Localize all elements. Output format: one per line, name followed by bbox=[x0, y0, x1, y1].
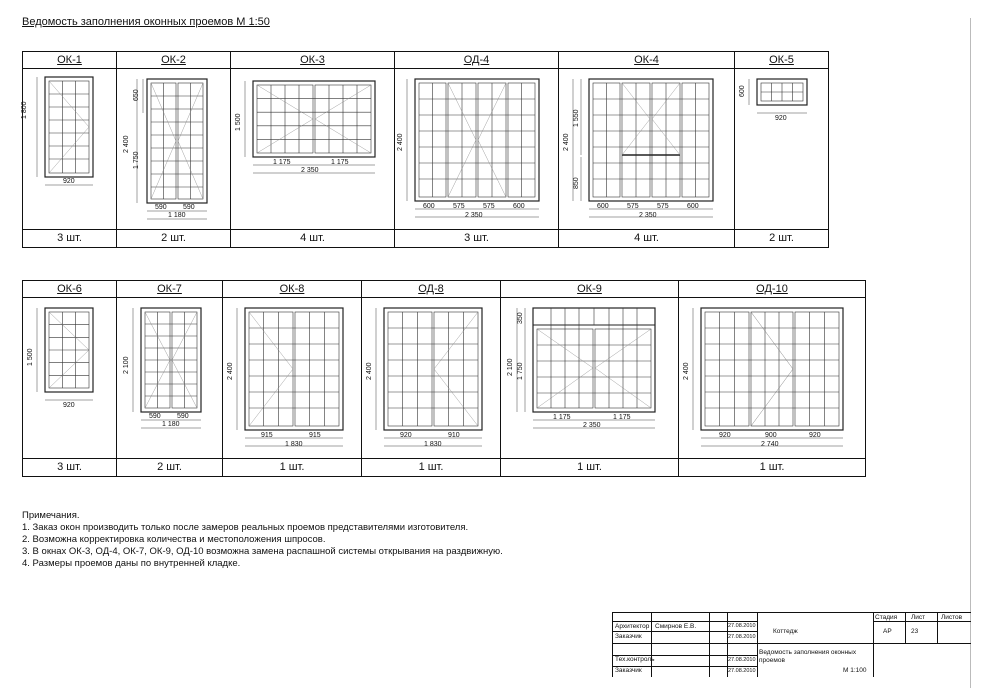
quantity: 1 шт. bbox=[501, 458, 678, 475]
stamp-role-client-2: Заказчик bbox=[615, 667, 642, 674]
dim-width-left: 590 bbox=[155, 204, 167, 211]
cell-ok-4 bbox=[559, 52, 735, 247]
stamp-name-architect: Смирнов Е.В. bbox=[655, 623, 697, 630]
window-label: ОК-2 bbox=[161, 54, 186, 66]
window-svg bbox=[362, 298, 501, 458]
dim-height: 1 800 bbox=[21, 101, 28, 119]
dim-width-3: 920 bbox=[809, 432, 821, 439]
stamp-role-architect: Архитектор bbox=[615, 623, 650, 630]
dim-width: 1 180 bbox=[168, 212, 186, 219]
notes bbox=[22, 510, 503, 570]
cell-header bbox=[231, 52, 394, 69]
cell-header bbox=[501, 281, 678, 298]
cell-header bbox=[679, 281, 865, 298]
stamp-sheet-title: Ведомость заполнения оконных проемов bbox=[759, 649, 857, 664]
dim-width-left: 1 175 bbox=[553, 414, 571, 421]
window-label: ОД-10 bbox=[756, 283, 788, 295]
dim-width-right: 590 bbox=[183, 204, 195, 211]
cell-od-8 bbox=[362, 281, 501, 476]
dim-height: 2 400 bbox=[123, 135, 130, 153]
dim-width-3: 575 bbox=[483, 203, 495, 210]
dim-width: 2 350 bbox=[583, 422, 601, 429]
dim-width: 1 830 bbox=[285, 441, 303, 448]
dim-width-left: 920 bbox=[400, 432, 412, 439]
window-svg bbox=[395, 69, 559, 229]
stamp-date-3: 27.08.2010 bbox=[728, 657, 756, 663]
window-label: ОК-8 bbox=[279, 283, 305, 295]
cell-od-4 bbox=[395, 52, 559, 247]
window-label: ОК-6 bbox=[57, 283, 82, 295]
dim-width-2: 900 bbox=[765, 432, 777, 439]
dim-width-right: 590 bbox=[177, 413, 189, 420]
dim-width-4: 600 bbox=[513, 203, 525, 210]
quantity: 1 шт. bbox=[679, 458, 865, 475]
window-svg bbox=[117, 298, 223, 458]
dim-width-left: 1 175 bbox=[273, 159, 291, 166]
quantity: 2 шт. bbox=[117, 229, 230, 246]
stamp-date-2: 27.08.2010 bbox=[728, 634, 756, 640]
window-svg bbox=[231, 69, 395, 229]
dim-height: 2 100 bbox=[123, 356, 130, 374]
dim-width-2: 575 bbox=[453, 203, 465, 210]
quantity: 3 шт. bbox=[23, 458, 116, 475]
sheet-border bbox=[970, 18, 971, 688]
cell-ok-3 bbox=[231, 52, 395, 247]
dim-height-bottom: 1 750 bbox=[517, 362, 524, 380]
dim-height: 2 400 bbox=[366, 362, 373, 380]
window-label: ОД-4 bbox=[463, 54, 490, 66]
quantity: 4 шт. bbox=[231, 229, 394, 246]
quantity: 3 шт. bbox=[395, 229, 558, 246]
dim-width-3: 575 bbox=[657, 203, 669, 210]
dim-height: 1 500 bbox=[27, 348, 34, 366]
dim-height-top: 350 bbox=[517, 312, 524, 324]
window-svg bbox=[559, 69, 735, 229]
page-title: Ведомость заполнения оконных проемов М 1:50 bbox=[22, 16, 270, 28]
cell-ok-2 bbox=[117, 52, 231, 247]
stamp-role-client: Заказчик bbox=[615, 633, 642, 640]
dim-width: 1 180 bbox=[162, 421, 180, 428]
cell-ok-8 bbox=[223, 281, 362, 476]
window-svg bbox=[501, 298, 679, 458]
quantity: 1 шт. bbox=[223, 458, 361, 475]
cell-header bbox=[23, 52, 116, 69]
cell-ok-6 bbox=[23, 281, 117, 476]
dim-height: 1 500 bbox=[235, 113, 242, 131]
stamp-col-sheet: Лист bbox=[911, 614, 926, 621]
dim-width: 920 bbox=[775, 115, 787, 122]
dim-height: 2 100 bbox=[507, 358, 514, 376]
stamp-project: Коттедж bbox=[773, 628, 798, 635]
window-svg bbox=[223, 298, 362, 458]
note-item: 3. В окнах ОК-3, ОД-4, ОК-7, ОК-9, ОД-10 возможна замена распашной системы открывания на раздвижную. bbox=[22, 546, 503, 557]
dim-width: 920 bbox=[63, 178, 75, 185]
dim-width-4: 600 bbox=[687, 203, 699, 210]
window-label: ОК-3 bbox=[300, 54, 325, 66]
dim-height-bottom: 1 750 bbox=[133, 151, 140, 169]
title-block bbox=[612, 612, 971, 677]
window-label: ОД-8 bbox=[418, 283, 444, 295]
dim-width-right: 915 bbox=[309, 432, 321, 439]
dim-height: 2 400 bbox=[683, 362, 690, 380]
dim-width-right: 910 bbox=[448, 432, 460, 439]
cell-header bbox=[362, 281, 500, 298]
cell-header bbox=[117, 52, 230, 69]
cell-ok-9 bbox=[501, 281, 679, 476]
window-schedule-table-1 bbox=[22, 51, 829, 248]
cell-header bbox=[735, 52, 828, 69]
dim-width-1: 920 bbox=[719, 432, 731, 439]
notes-heading: Примечания. bbox=[22, 510, 80, 521]
window-svg bbox=[23, 298, 117, 458]
quantity: 1 шт. bbox=[362, 458, 500, 475]
dim-width: 2 350 bbox=[639, 212, 657, 219]
cell-header bbox=[223, 281, 361, 298]
note-item: 1. Заказ окон производить только после замеров реальных проемов представителями изготовителя. bbox=[22, 522, 469, 533]
cell-header bbox=[23, 281, 116, 298]
dim-width: 920 bbox=[63, 402, 75, 409]
window-label: ОК-1 bbox=[57, 54, 82, 66]
quantity: 2 шт. bbox=[735, 229, 828, 246]
dim-width-1: 600 bbox=[423, 203, 435, 210]
note-item: 2. Возможна корректировка количества и местоположения шпросов. bbox=[22, 534, 326, 545]
stamp-stage: АР bbox=[883, 628, 892, 635]
window-label: ОК-9 bbox=[577, 283, 602, 295]
dim-width-1: 600 bbox=[597, 203, 609, 210]
window-schedule-table-2 bbox=[22, 280, 866, 477]
stamp-role-control: Тех.контроль bbox=[615, 656, 655, 663]
cell-header bbox=[117, 281, 222, 298]
dim-width-left: 590 bbox=[149, 413, 161, 420]
dim-height: 600 bbox=[739, 85, 746, 97]
dim-height-top: 650 bbox=[133, 89, 140, 101]
dim-width-right: 1 175 bbox=[613, 414, 631, 421]
note-item: 4. Размеры проемов даны по внутренней кладке. bbox=[22, 558, 241, 569]
quantity: 3 шт. bbox=[23, 229, 116, 246]
stamp-sheet: 23 bbox=[911, 628, 919, 635]
dim-width: 2 740 bbox=[761, 441, 779, 448]
window-svg bbox=[735, 69, 828, 229]
quantity: 2 шт. bbox=[117, 458, 222, 475]
dim-width-left: 915 bbox=[261, 432, 273, 439]
dim-height-bottom: 850 bbox=[573, 177, 580, 189]
cell-od-10 bbox=[679, 281, 865, 476]
cell-ok-7 bbox=[117, 281, 223, 476]
cell-ok-5 bbox=[735, 52, 828, 247]
dim-height: 2 400 bbox=[227, 362, 234, 380]
dim-height: 2 400 bbox=[563, 133, 570, 151]
stamp-col-stage: Стадия bbox=[875, 614, 898, 621]
cell-ok-1 bbox=[23, 52, 117, 247]
stamp-col-sheets: Листов bbox=[941, 614, 963, 621]
dim-height: 2 400 bbox=[397, 133, 404, 151]
dim-width: 2 350 bbox=[301, 167, 319, 174]
dim-width: 1 830 bbox=[424, 441, 442, 448]
cell-header bbox=[559, 52, 734, 69]
window-svg bbox=[23, 69, 117, 229]
cell-header bbox=[395, 52, 558, 69]
quantity: 4 шт. bbox=[559, 229, 734, 246]
window-label: ОК-7 bbox=[157, 283, 182, 295]
dim-width-right: 1 175 bbox=[331, 159, 349, 166]
stamp-date-1: 27.08.2010 bbox=[728, 623, 756, 629]
dim-width-2: 575 bbox=[627, 203, 639, 210]
window-label: ОК-5 bbox=[769, 54, 794, 66]
stamp-scale: М 1:100 bbox=[843, 667, 867, 674]
stamp-date-4: 27.08.2010 bbox=[728, 668, 756, 674]
dim-height-top: 1 550 bbox=[573, 109, 580, 127]
dim-width: 2 350 bbox=[465, 212, 483, 219]
window-label: ОК-4 bbox=[634, 54, 659, 66]
